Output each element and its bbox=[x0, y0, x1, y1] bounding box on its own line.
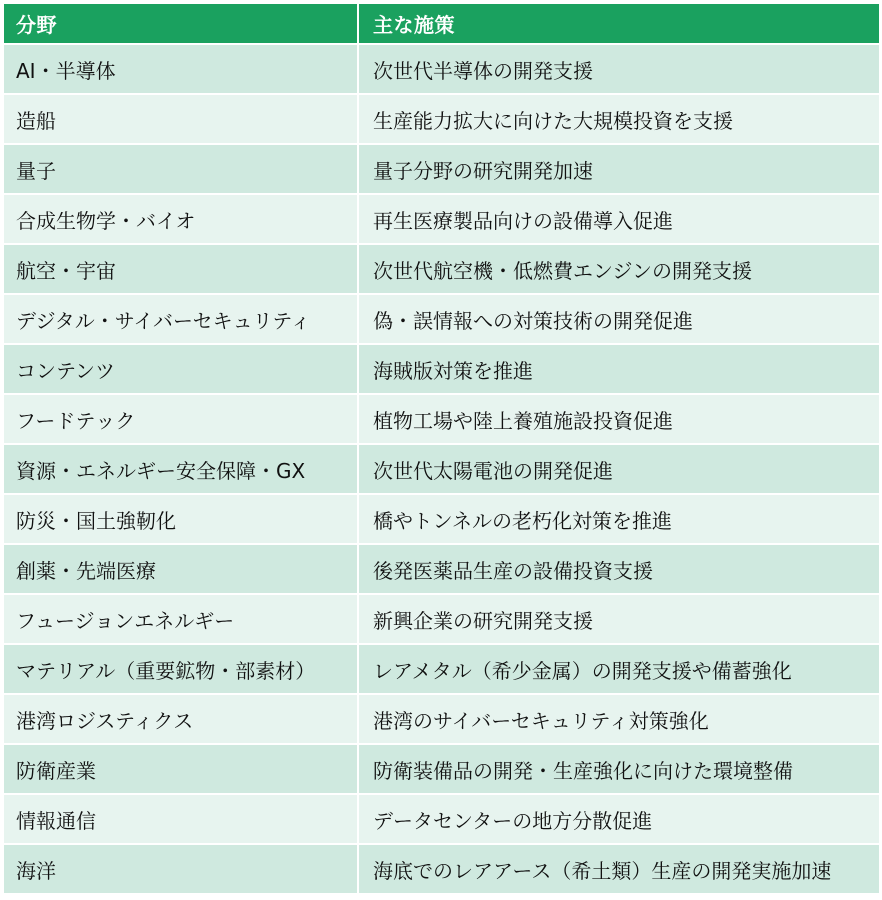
cell-field: 量子 bbox=[3, 144, 358, 194]
table-row bbox=[3, 44, 880, 94]
cell-field: フュージョンエネルギー bbox=[3, 594, 358, 644]
policy-table bbox=[2, 2, 881, 895]
cell-measure: 生産能力拡大に向けた大規模投資を支援 bbox=[358, 94, 880, 144]
table-row bbox=[3, 544, 880, 594]
cell-field: フードテック bbox=[3, 394, 358, 444]
cell-field: マテリアル（重要鉱物・部素材） bbox=[3, 644, 358, 694]
table-row bbox=[3, 144, 880, 194]
cell-measure: 量子分野の研究開発加速 bbox=[358, 144, 880, 194]
table-row bbox=[3, 694, 880, 744]
table-body bbox=[3, 44, 880, 894]
cell-field: 創薬・先端医療 bbox=[3, 544, 358, 594]
cell-field: 航空・宇宙 bbox=[3, 244, 358, 294]
table-row bbox=[3, 444, 880, 494]
table-row bbox=[3, 794, 880, 844]
cell-field: 港湾ロジスティクス bbox=[3, 694, 358, 744]
cell-measure: レアメタル（希少金属）の開発支援や備蓄強化 bbox=[358, 644, 880, 694]
cell-measure: 再生医療製品向けの設備導入促進 bbox=[358, 194, 880, 244]
cell-field: 防災・国土強靭化 bbox=[3, 494, 358, 544]
cell-measure: 橋やトンネルの老朽化対策を推進 bbox=[358, 494, 880, 544]
table-header bbox=[3, 3, 880, 44]
table-row bbox=[3, 294, 880, 344]
cell-measure: 新興企業の研究開発支援 bbox=[358, 594, 880, 644]
cell-field: 造船 bbox=[3, 94, 358, 144]
cell-measure: 海賊版対策を推進 bbox=[358, 344, 880, 394]
header-measure: 主な施策 bbox=[358, 3, 880, 44]
table-row bbox=[3, 94, 880, 144]
table-row bbox=[3, 194, 880, 244]
cell-measure: 後発医薬品生産の設備投資支援 bbox=[358, 544, 880, 594]
table-row bbox=[3, 494, 880, 544]
header-row bbox=[3, 3, 880, 44]
cell-field: 合成生物学・バイオ bbox=[3, 194, 358, 244]
cell-field: 資源・エネルギー安全保障・GX bbox=[3, 444, 358, 494]
table-row bbox=[3, 594, 880, 644]
cell-measure: 次世代航空機・低燃費エンジンの開発支援 bbox=[358, 244, 880, 294]
cell-measure: 次世代太陽電池の開発促進 bbox=[358, 444, 880, 494]
cell-field: デジタル・サイバーセキュリティ bbox=[3, 294, 358, 344]
cell-field: 情報通信 bbox=[3, 794, 358, 844]
table-row bbox=[3, 744, 880, 794]
table-row bbox=[3, 394, 880, 444]
table-row bbox=[3, 644, 880, 694]
cell-field: コンテンツ bbox=[3, 344, 358, 394]
cell-measure: 偽・誤情報への対策技術の開発促進 bbox=[358, 294, 880, 344]
table-row bbox=[3, 344, 880, 394]
cell-measure: 次世代半導体の開発支援 bbox=[358, 44, 880, 94]
table-row bbox=[3, 244, 880, 294]
header-field: 分野 bbox=[3, 3, 358, 44]
cell-measure: 港湾のサイバーセキュリティ対策強化 bbox=[358, 694, 880, 744]
cell-field: AI・半導体 bbox=[3, 44, 358, 94]
cell-field: 防衛産業 bbox=[3, 744, 358, 794]
cell-field: 海洋 bbox=[3, 844, 358, 894]
cell-measure: 防衛装備品の開発・生産強化に向けた環境整備 bbox=[358, 744, 880, 794]
cell-measure: 植物工場や陸上養殖施設投資促進 bbox=[358, 394, 880, 444]
cell-measure: データセンターの地方分散促進 bbox=[358, 794, 880, 844]
table-row bbox=[3, 844, 880, 894]
cell-measure: 海底でのレアアース（希土類）生産の開発実施加速 bbox=[358, 844, 880, 894]
